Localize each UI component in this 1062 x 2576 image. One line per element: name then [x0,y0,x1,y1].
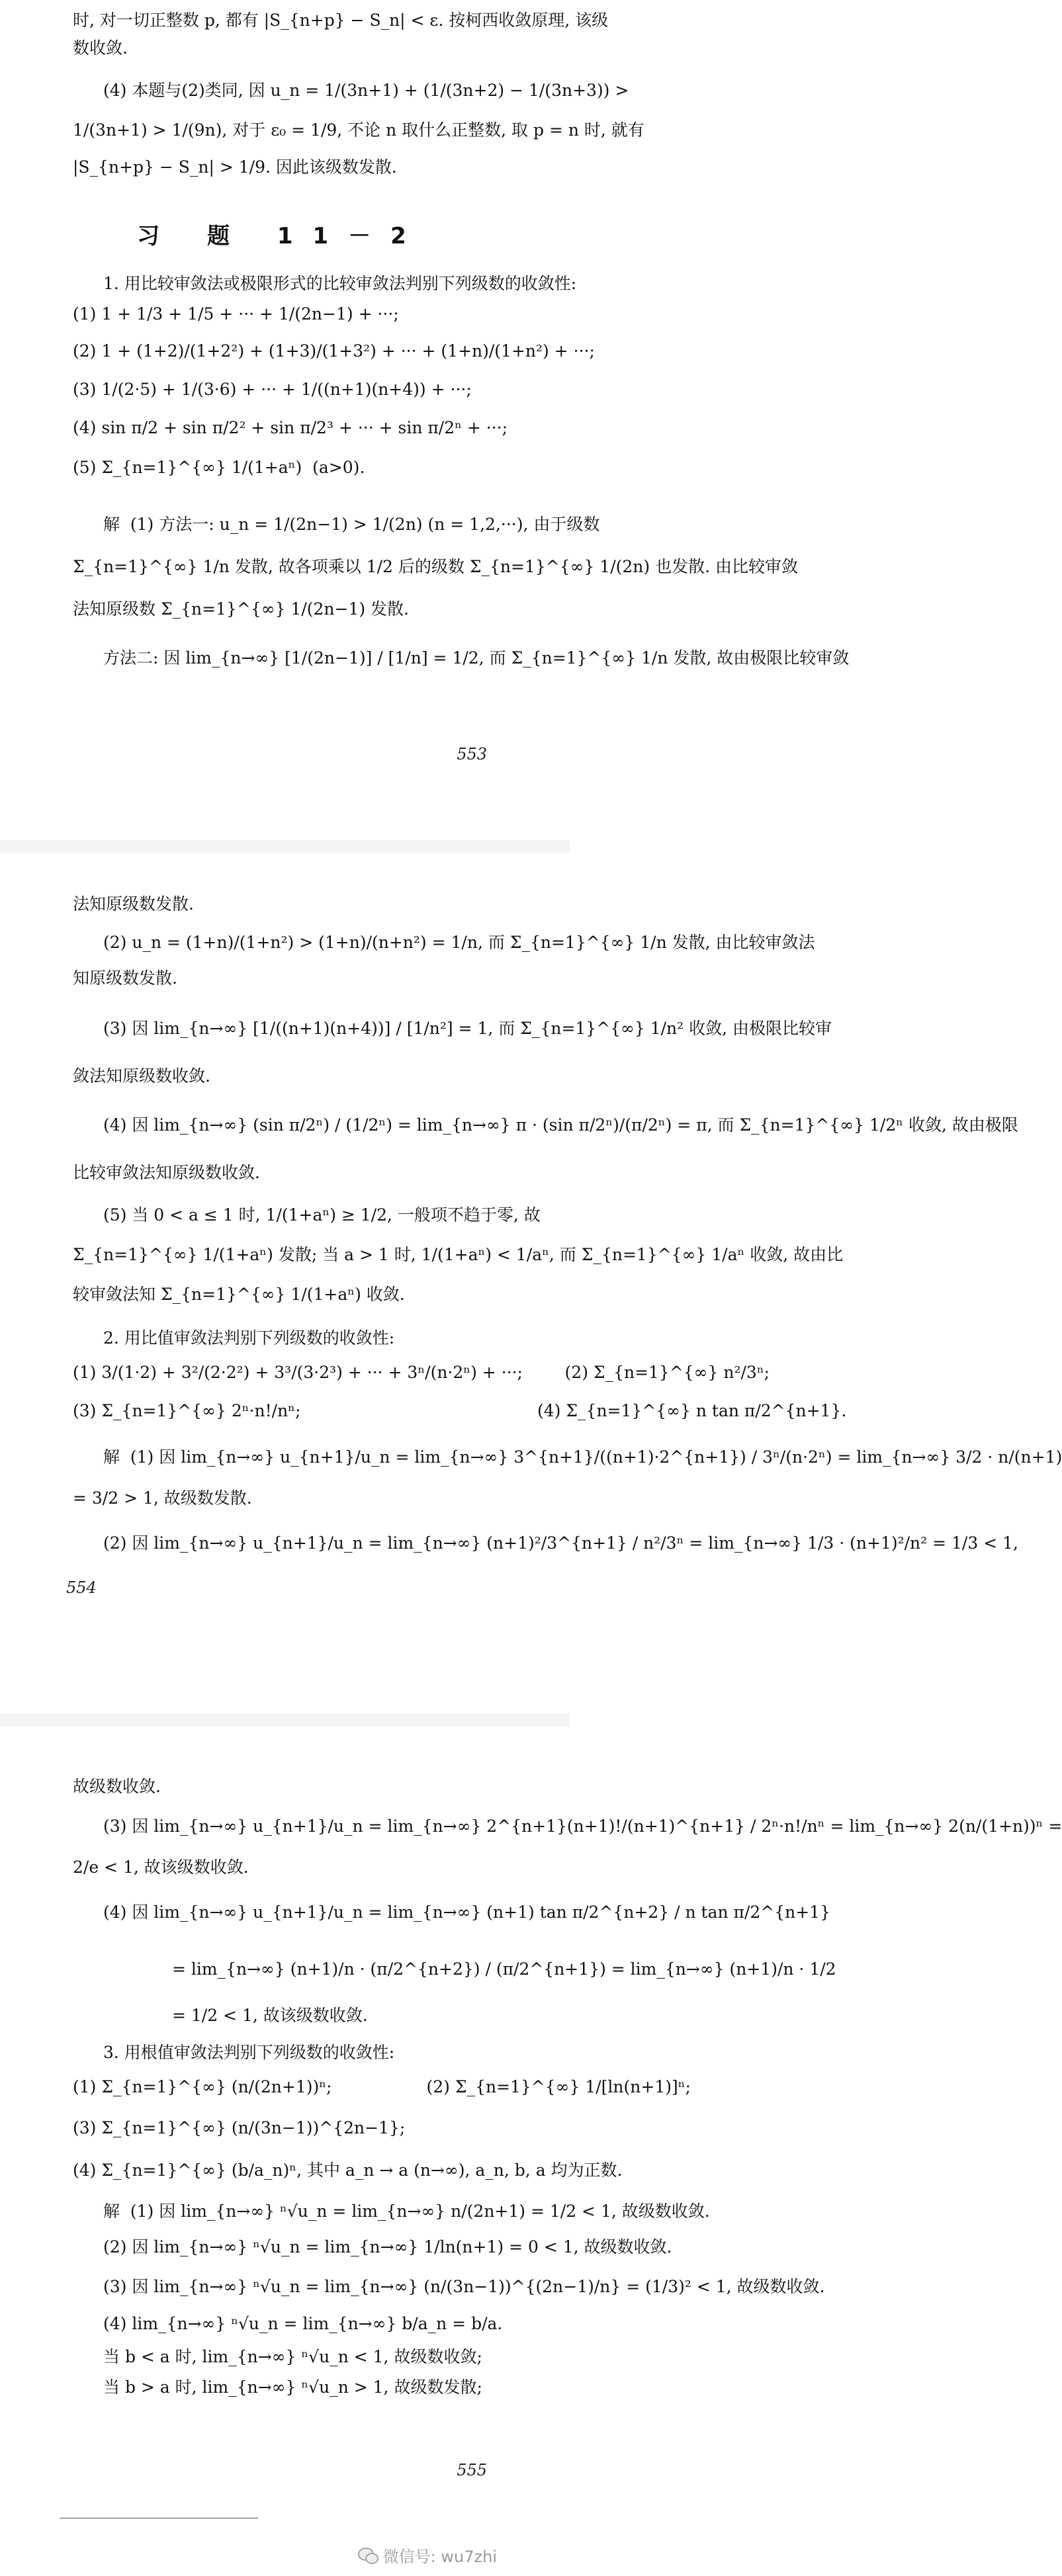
text-line: 1/(3n+1) > 1/(9n), 对于 ε₀ = 1/9, 不论 n 取什么正整数, 取 p = n 时, 就有 [73,120,644,140]
page-553 [0,0,850,840]
text-line: |S_{n+p} − S_n| > 1/9. 因此该级数发散. [73,157,397,177]
text-line: (4) Σ_{n=1}^{∞} (b/a_n)ⁿ, 其中 a_n → a (n→∞), a_n, b, a 均为正数. [73,2161,623,2180]
solution-line: 方法二: 因 lim_{n→∞} [1/(2n−1)] / [1/n] = 1/2, 而 Σ_{n=1}^{∞} 1/n 发散, 故由极限比较审敛 [103,648,850,667]
text-line: 比较审敛法知原级数收敛. [73,1163,260,1182]
text-line: (3) Σ_{n=1}^{∞} 2ⁿ·n!/nⁿ; (4) Σ_{n=1}^{∞} n tan π/2^{n+1}. [73,1401,847,1420]
page-number: 554 [66,1578,97,1597]
text-line: 当 b < a 时, lim_{n→∞} ⁿ√u_n < 1, 故级数收敛; [103,2347,482,2366]
text-line: 故级数收敛. [73,1777,161,1796]
problem-line: (1) 1 + 1/3 + 1/5 + ··· + 1/(2n−1) + ···; [73,304,399,323]
text-line: (2) 因 lim_{n→∞} ⁿ√u_n = lim_{n→∞} 1/ln(n+1) = 0 < 1, 故级数收敛. [103,2237,672,2256]
text-line: (4) lim_{n→∞} ⁿ√u_n = lim_{n→∞} b/a_n = b/a. [103,2314,503,2333]
text-line: (5) 当 0 < a ≤ 1 时, 1/(1+aⁿ) ≥ 1/2, 一般项不趋于零, 故 [103,1205,541,1224]
solution-line: 解 (1) 方法一: u_n = 1/(2n−1) > 1/(2n) (n = 1,2,···), 由于级数 [103,515,600,534]
text-line: (2) 因 lim_{n→∞} u_{n+1}/u_n = lim_{n→∞} (n+1)²/3^{n+1} / n²/3ⁿ = lim_{n→∞} 1/3 · (n+1)²/n² = 1/3 < 1, [103,1533,1018,1553]
wechat-watermark [358,2544,497,2567]
page-number: 553 [457,745,487,763]
text-line: 敛法知原级数收敛. [73,1066,210,1086]
page-555 [0,1727,1062,2576]
text-line: 解 (1) 因 lim_{n→∞} u_{n+1}/u_n = lim_{n→∞} 3^{n+1}/((n+1)·2^{n+1}) / 3ⁿ/(n·2ⁿ) = lim_{n→∞} 3/2 · n/(n+1) [103,1447,1062,1467]
problem-line: 1. 用比较审敛法或极限形式的比较审敛法判别下列级数的收敛性: [103,274,577,293]
text-line: 3. 用根值审敛法判别下列级数的收敛性: [103,2043,395,2062]
page-gap [0,840,570,853]
section-title: 习 题 11－2 [137,223,426,249]
page-gap [0,1713,570,1727]
text-line: (3) 因 lim_{n→∞} ⁿ√u_n = lim_{n→∞} (n/(3n−1))^{(2n−1)/n} = (1/3)² < 1, 故级数收敛. [103,2277,825,2296]
solution-line: 法知原级数 Σ_{n=1}^{∞} 1/(2n−1) 发散. [73,599,410,619]
text-line: 较审敛法知 Σ_{n=1}^{∞} 1/(1+aⁿ) 收敛. [73,1285,405,1304]
watermark-text: 微信号: wu7zhi [382,2548,497,2566]
text-line: 2/e < 1, 故该级数收敛. [73,1858,249,1877]
problem-line: (3) 1/(2·5) + 1/(3·6) + ··· + 1/((n+1)(n+4)) + ···; [73,380,472,399]
wechat-icon [358,2548,378,2563]
text-line: Σ_{n=1}^{∞} 1/(1+aⁿ) 发散; 当 a > 1 时, 1/(1+aⁿ) < 1/aⁿ, 而 Σ_{n=1}^{∞} 1/aⁿ 收敛, 故由比 [73,1245,844,1264]
text-line: (1) 3/(1·2) + 3²/(2·2²) + 3³/(3·2³) + ··· + 3ⁿ/(n·2ⁿ) + ···; (2) Σ_{n=1}^{∞} n²/3ⁿ; [73,1363,770,1382]
text-line: 知原级数发散. [73,968,177,988]
text-line: 时, 对一切正整数 p, 都有 |S_{n+p} − S_n| < ε. 按柯西收敛原理, 该级 [73,11,609,30]
text-line: (4) 因 lim_{n→∞} (sin π/2ⁿ) / (1/2ⁿ) = lim_{n→∞} π · (sin π/2ⁿ)/(π/2ⁿ) = π, 而 Σ_{n=1}^{∞} 1/2ⁿ 收敛, 故由极限 [103,1115,1018,1135]
text-line: (3) 因 lim_{n→∞} u_{n+1}/u_n = lim_{n→∞} 2^{n+1}(n+1)!/(n+1)^{n+1} / 2ⁿ·n!/nⁿ = lim_{n→∞} 2(n/(1+n))ⁿ = [103,1817,1062,1836]
text-line: 法知原级数发散. [73,894,194,914]
text-line: (3) Σ_{n=1}^{∞} (n/(3n−1))^{2n−1}; [73,2118,406,2137]
text-line: = lim_{n→∞} (n+1)/n · (π/2^{n+2}) / (π/2^{n+1}) = lim_{n→∞} (n+1)/n · 1/2 [172,1959,836,1979]
text-line: 2. 用比值审敛法判别下列级数的收敛性: [103,1328,395,1348]
text-line: (2) u_n = (1+n)/(1+n²) > (1+n)/(n+n²) = 1/n, 而 Σ_{n=1}^{∞} 1/n 发散, 由比较审敛法 [103,933,815,952]
text-line: 数收敛. [73,38,128,58]
text-line: (3) 因 lim_{n→∞} [1/((n+1)(n+4))] / [1/n²] = 1, 而 Σ_{n=1}^{∞} 1/n² 收敛, 由极限比较审 [103,1019,832,1038]
problem-line: (2) 1 + (1+2)/(1+2²) + (1+3)/(1+3²) + ··· + (1+n)/(1+n²) + ···; [73,341,595,361]
text-line: 解 (1) 因 lim_{n→∞} ⁿ√u_n = lim_{n→∞} n/(2n+1) = 1/2 < 1, 故级数收敛. [103,2202,710,2221]
problem-line: (4) sin π/2 + sin π/2² + sin π/2³ + ··· + sin π/2ⁿ + ···; [73,418,508,437]
solution-line: Σ_{n=1}^{∞} 1/n 发散, 故各项乘以 1/2 后的级数 Σ_{n=1}^{∞} 1/(2n) 也发散. 由比较审敛 [73,557,798,576]
text-line: (4) 因 lim_{n→∞} u_{n+1}/u_n = lim_{n→∞} (n+1) tan π/2^{n+2} / n tan π/2^{n+1} [103,1903,831,1922]
text-line: = 1/2 < 1, 故该级数收敛. [172,2006,368,2025]
page-number: 555 [457,2461,487,2479]
page-554 [0,853,1062,1713]
text-line: (4) 本题与(2)类同, 因 u_n = 1/(3n+1) + (1/(3n+2) − 1/(3n+3)) > [103,81,629,100]
text-line: (1) Σ_{n=1}^{∞} (n/(2n+1))ⁿ; (2) Σ_{n=1}^{∞} 1/[ln(n+1)]ⁿ; [73,2077,691,2096]
text-line: 当 b > a 时, lim_{n→∞} ⁿ√u_n > 1, 故级数发散; [103,2378,482,2397]
text-line: = 3/2 > 1, 故级数发散. [73,1488,252,1508]
problem-line: (5) Σ_{n=1}^{∞} 1/(1+aⁿ) (a>0). [73,458,365,477]
